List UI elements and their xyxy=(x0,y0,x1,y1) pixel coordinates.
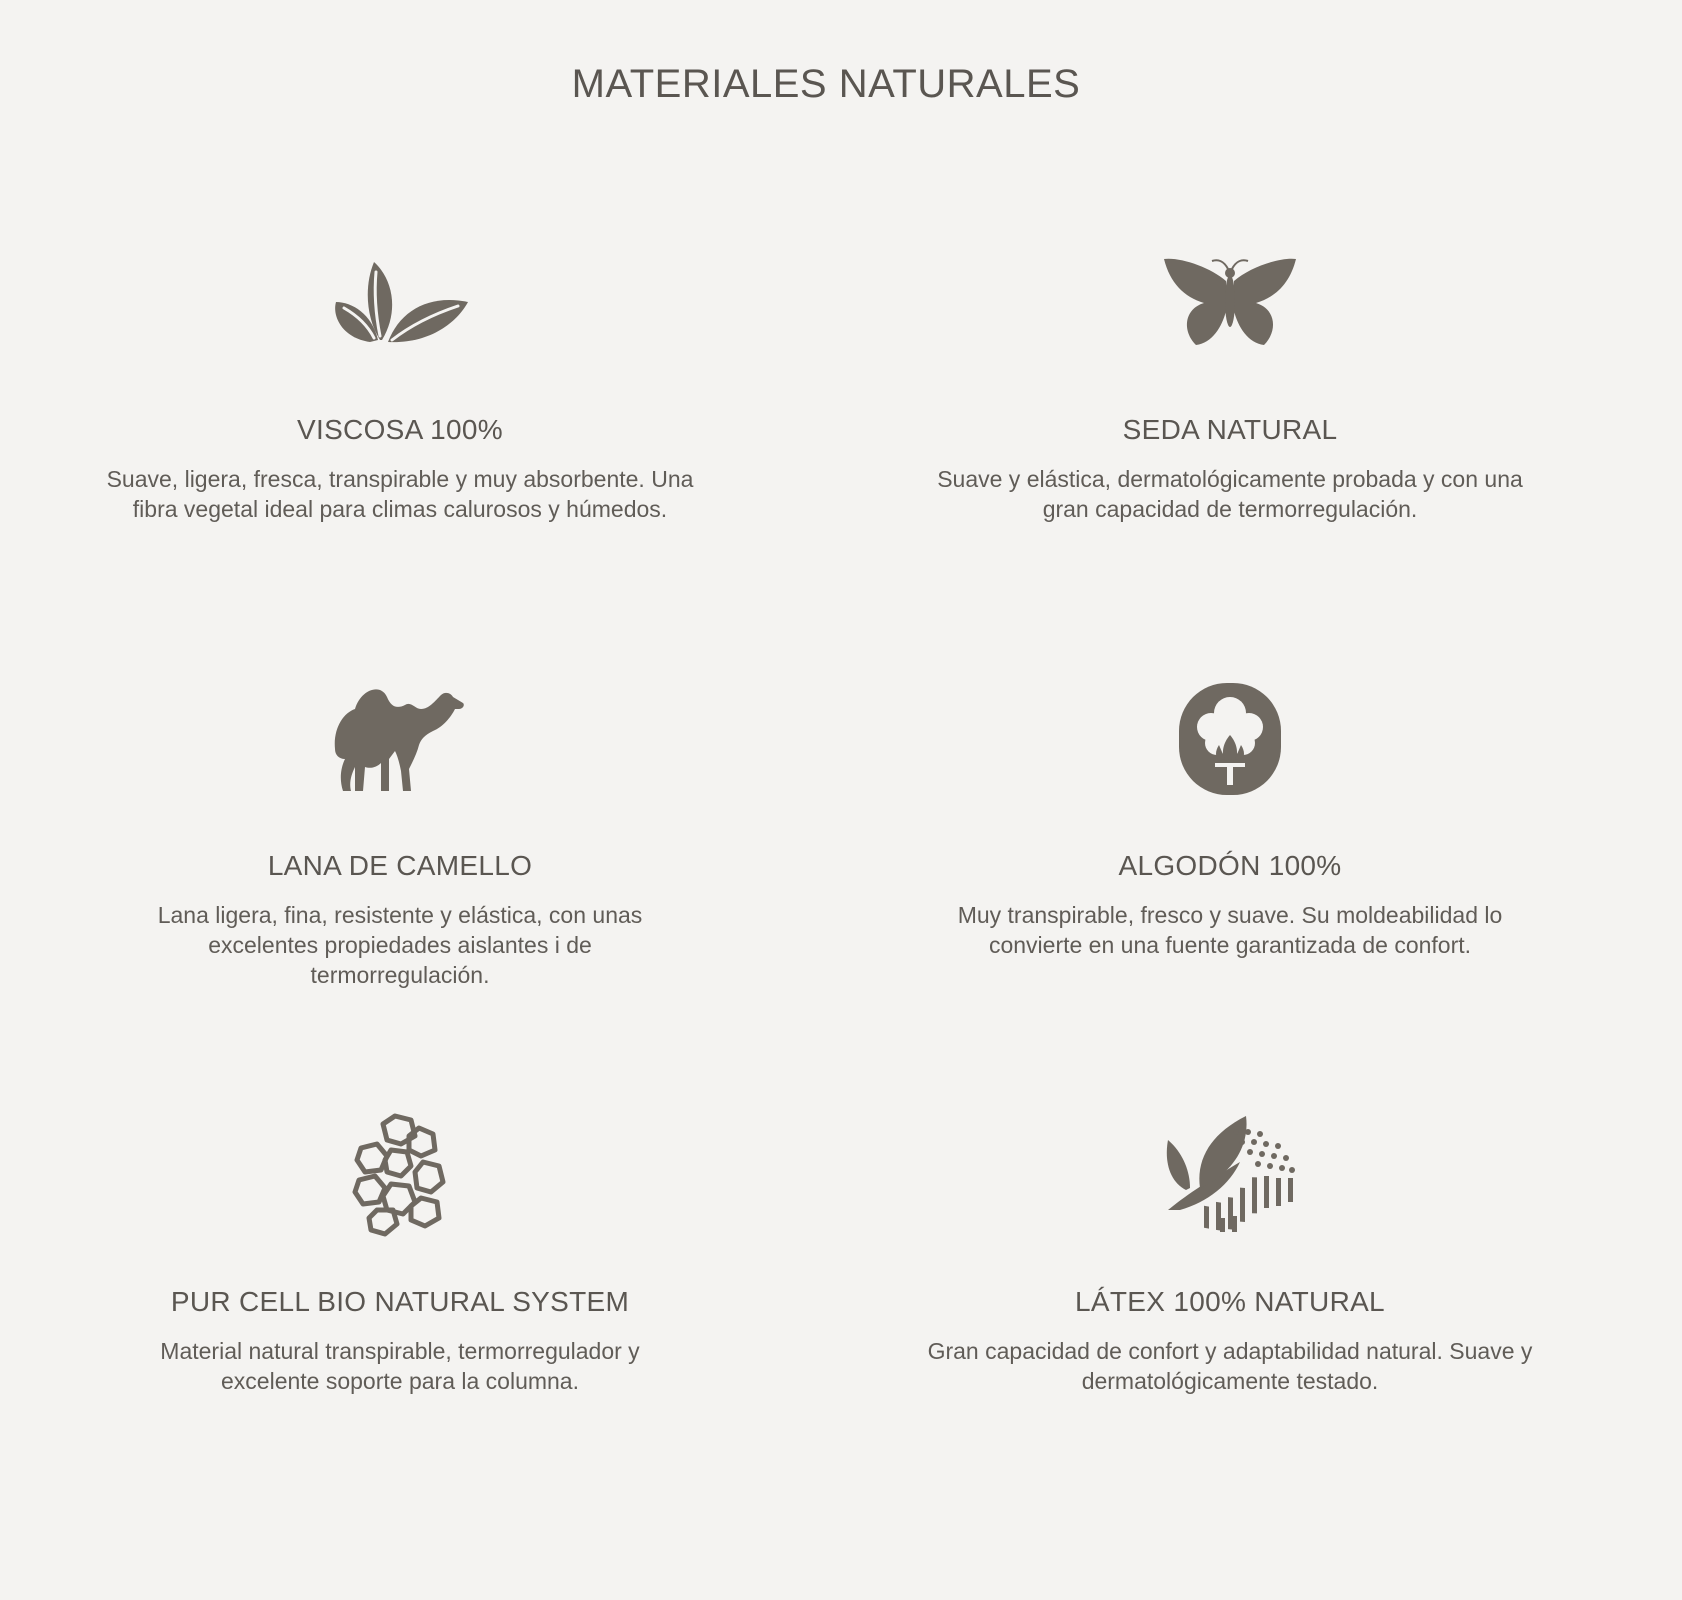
feature-title: LANA DE CAMELLO xyxy=(267,850,533,881)
feature-title: LÁTEX 100% NATURAL xyxy=(1075,1286,1385,1317)
butterfly-icon xyxy=(1160,253,1300,353)
feature-title: SEDA NATURAL xyxy=(1122,414,1338,445)
feature-camello xyxy=(100,674,700,1110)
feature-algodon xyxy=(900,674,1560,1110)
feature-latex xyxy=(900,1110,1560,1546)
feature-title: PUR CELL BIO NATURAL SYSTEM xyxy=(170,1286,630,1317)
feature-description: Suave, ligera, fresca, transpirable y muy absorbente. Una fibra vegetal ideal para climas calurosos y húmedos. xyxy=(106,466,694,522)
feature-description: Lana ligera, fina, resistente y elástica, con unas excelentes propiedades aislantes i de termorregulación. xyxy=(157,902,643,988)
feature-description: Gran capacidad de confort y adaptabilidad natural. Suave y dermatológicamente testado. xyxy=(927,1338,1533,1394)
feature-pur-cell xyxy=(100,1110,700,1546)
feature-seda xyxy=(900,238,1560,674)
feature-viscosa xyxy=(100,238,700,674)
feature-description: Suave y elástica, dermatológicamente probada y con una gran capacidad de termorregulación. xyxy=(937,466,1523,522)
feature-description: Muy transpirable, fresco y suave. Su moldeabilidad lo convierte en una fuente garantizada de confort. xyxy=(957,902,1503,958)
feature-title: VISCOSA 100% xyxy=(297,414,503,445)
page-title: MATERIALES NATURALES xyxy=(571,62,1081,106)
cotton-icon xyxy=(1175,679,1285,799)
cells-icon xyxy=(335,1110,465,1240)
feature-description: Material natural transpirable, termorregulador y excelente soporte para la columna. xyxy=(160,1338,640,1394)
features-grid xyxy=(100,238,1580,1546)
camel-icon xyxy=(325,679,475,799)
feature-title: ALGODÓN 100% xyxy=(1118,850,1342,881)
leaves-icon xyxy=(330,258,470,348)
latex-icon xyxy=(1160,1110,1300,1240)
